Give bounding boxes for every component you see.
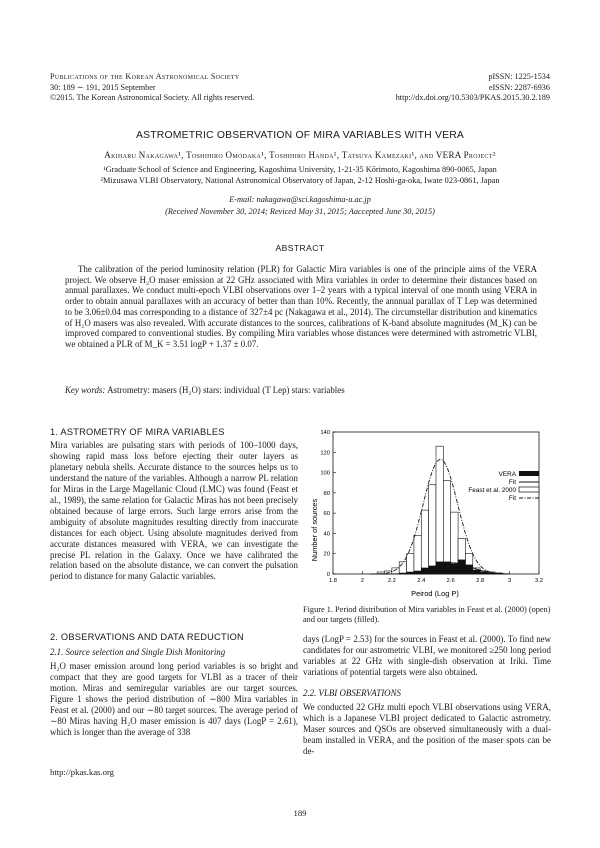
y-tick-label: 100 — [320, 470, 330, 477]
x-tick-label: 2.8 — [476, 578, 485, 584]
affiliation-2: ²Mizusawa VLBI Observatory, National Astronomical Observatory of Japan, 2-12 Hoshi-ga-oka, Iwate 023-0861, Japan — [100, 176, 500, 185]
x-tick-label: 1.8 — [328, 578, 338, 584]
x-tick-label: 2.2 — [387, 578, 396, 584]
affiliation-1: ¹Graduate School of Science and Engineering, Kagoshima University, 1-21-35 Kōrimoto, Kagoshima 890-0065, Japan — [103, 165, 497, 174]
section-2-heading: 2. OBSERVATIONS AND DATA REDUCTION — [50, 632, 244, 642]
y-tick-label: 20 — [323, 551, 330, 558]
figure-1-caption: Figure 1. Period distribution of Mira variables in Feast et al. (2000) (open) and our targets (filled). — [303, 605, 551, 624]
x-tick-label: 2 — [360, 578, 365, 584]
keywords-line — [65, 385, 537, 395]
issn-block — [290, 72, 550, 104]
bar-feast — [421, 510, 428, 574]
bar-feast — [443, 481, 450, 574]
y-tick-label: 0 — [326, 572, 330, 578]
chart-legend — [468, 471, 539, 502]
keywords-label: Key words: — [65, 385, 106, 395]
y-tick-label: 60 — [323, 511, 330, 518]
y-axis-label: Number of sources — [310, 498, 319, 562]
paper-title: ASTROMETRIC OBSERVATION OF MIRA VARIABLES WITH VERA — [135, 130, 465, 141]
eissn: eISSN: 2287-6936 — [488, 82, 550, 92]
doi-link[interactable]: http://dx.doi.org/10.5303/PKAS.2015.30.2.189 — [395, 93, 550, 102]
legend-fit-label: Fit — [508, 479, 516, 486]
plot-area — [320, 430, 543, 584]
y-tick-label: 80 — [323, 490, 330, 497]
section-1-heading: 1. ASTROMETRY OF MIRA VARIABLES — [50, 427, 225, 437]
bar-feast — [414, 535, 421, 574]
x-tick-label: 2.6 — [446, 578, 455, 584]
bar-vera — [436, 562, 443, 574]
bar-feast — [399, 562, 406, 574]
volume-line: 30: 189 ∼ 191, 2015 September — [50, 82, 156, 92]
section-2-1-continued: days (LogP = 2.53) for the sources in Feast et al. (2000). To find new candidates for our astrometric VLBI, we monitored ≥250 long period variables at 22 GHz with single-dish observation at Iriki. Time variations of potential targets were also obtained. — [303, 634, 551, 677]
figure-1 — [303, 424, 555, 600]
section-2-2-heading: 2.2. VLBI OBSERVATIONS — [303, 688, 401, 698]
email[interactable]: E-mail: nakagawa@sci.kagoshima-u.ac.jp — [229, 195, 371, 204]
section-1-text: Mira variables are pulsating stars with periods of 100–1000 days, showing rapid mass loss before ejecting their outer layers as planetary nebula shells. Accurate distance to the sources helps us to understand the nature of the variables. Although a narrow PL relation for Miras in the Large Magellanic Cloud (LMC) was found (Feast et al., 1989), the same relation for Galactic Miras has not been precisely obtained because of large errors. Such large errors arise from the ambiguity of absolute magnitudes resulting directly from inaccurate distances for each object. Using absolute magnitudes derived from accurate distances measured with VERA, we can investigate the precise PL relation in the Galaxy. Once we have calibrated the relation based on the absolute distance, we can convert the pulsation period to distance for many Galactic variables. — [50, 440, 298, 582]
x-tick-label: 3.2 — [534, 578, 544, 584]
y-tick-label: 40 — [323, 531, 330, 538]
legend-feast-swatch — [519, 487, 539, 492]
footer-url[interactable]: http://pkas.kas.org — [50, 767, 115, 777]
x-tick-label: 2.4 — [417, 578, 426, 584]
bar-vera — [480, 572, 487, 574]
abstract-heading: ABSTRACT — [275, 243, 325, 253]
abstract-text: The calibration of the period luminosity relation (PLR) for Galactic Mira variables is one of the principle aims of the VERA project. We observe H₂O maser emission at 22 GHz associated with Mira variables in order to determine their distances based on annual parallaxes. We conduct multi-epoch VLBI observations over 1–2 years with a typical interval of one month using VERA in order to obtain annual parallaxes with an accuracy of better than than 10%. Recently, the annnual parallax of T Lep was determined to be 3.06±0.04 mas corresponding to a distance of 327±4 pc (Nakagawa et al., 2014). The circumstellar distribution and kinematics of H₂O masers was also revealed. With accurate distances to the sources, calibrations of K-band absolute magnitudes (M_K) can be improved compared to conventional studies. By compiling Mira variables whose distances were determined with astrometric VLBI, we obtained a PLR of M_K = 3.51 logP + 1.37 ± 0.07. — [65, 264, 537, 349]
legend-vera-swatch — [519, 471, 539, 476]
x-tick-label: 3 — [507, 578, 512, 584]
legend-fit2-label: Fit — [508, 495, 516, 502]
keywords-text: Astrometry: masers (H₂O) stars: individual (T Lep) stars: variables — [107, 385, 345, 395]
bar-feast — [429, 485, 436, 574]
page-number: 189 — [293, 808, 307, 818]
y-tick-label: 120 — [320, 450, 330, 457]
bar-feast — [436, 446, 443, 574]
bar-vera — [458, 560, 465, 574]
bar-feast — [392, 568, 399, 574]
legend-feast-label: Feast et al. 2000 — [468, 487, 516, 494]
received-dates: (Received November 30, 2014; Reviced May 31, 2015; Aaccepted June 30, 2015) — [165, 207, 435, 216]
pissn: pISSN: 1225-1534 — [488, 72, 550, 81]
bar-vera — [451, 564, 458, 574]
copyright-line: ©2015. The Korean Astronomical Society. All rights reserved. — [50, 93, 255, 102]
section-2-2-text: We conducted 22 GHz multi epoch VLBI observations using VERA, which is a Japanese VLBI project dedicated to Galactic astrometry. Maser sources and QSOs are observed simultaneously with a dual-beam installed in VERA, and the position of the maser spots can be de- — [303, 702, 551, 756]
section-2-1-text: H₂O maser emission around long period variables is so bright and compact that they are good targets for VLBI as a tracer of their motion. Miras and semiregular variables are our target sources. Figure 1 shows the period distribution of ∼800 Mira variables in Feast et al. (2000) and our ∼80 target sources. The average period of ∼80 Miras having H₂O maser emission is 407 days (LogP = 2.61), which is longer than the average of 338 — [50, 661, 298, 737]
period-histogram-chart — [303, 424, 555, 600]
bar-vera — [473, 570, 480, 574]
journal-name: Publications of the Korean Astronomical Society — [50, 72, 240, 81]
x-axis-label: Peirod (Log P) — [411, 589, 459, 598]
y-tick-label: 140 — [320, 430, 330, 436]
bar-feast — [407, 554, 414, 574]
section-2-1-heading: 2.1. Source selection and Single Dish Monitoring — [50, 647, 226, 657]
author-list: Akiharu Nakagawa¹, Toshihiro Omodaka¹, Toshihiro Handa¹, Tatsuya Kamezaki¹, and VERA Project² — [104, 150, 496, 160]
legend-vera-label: VERA — [498, 471, 516, 478]
